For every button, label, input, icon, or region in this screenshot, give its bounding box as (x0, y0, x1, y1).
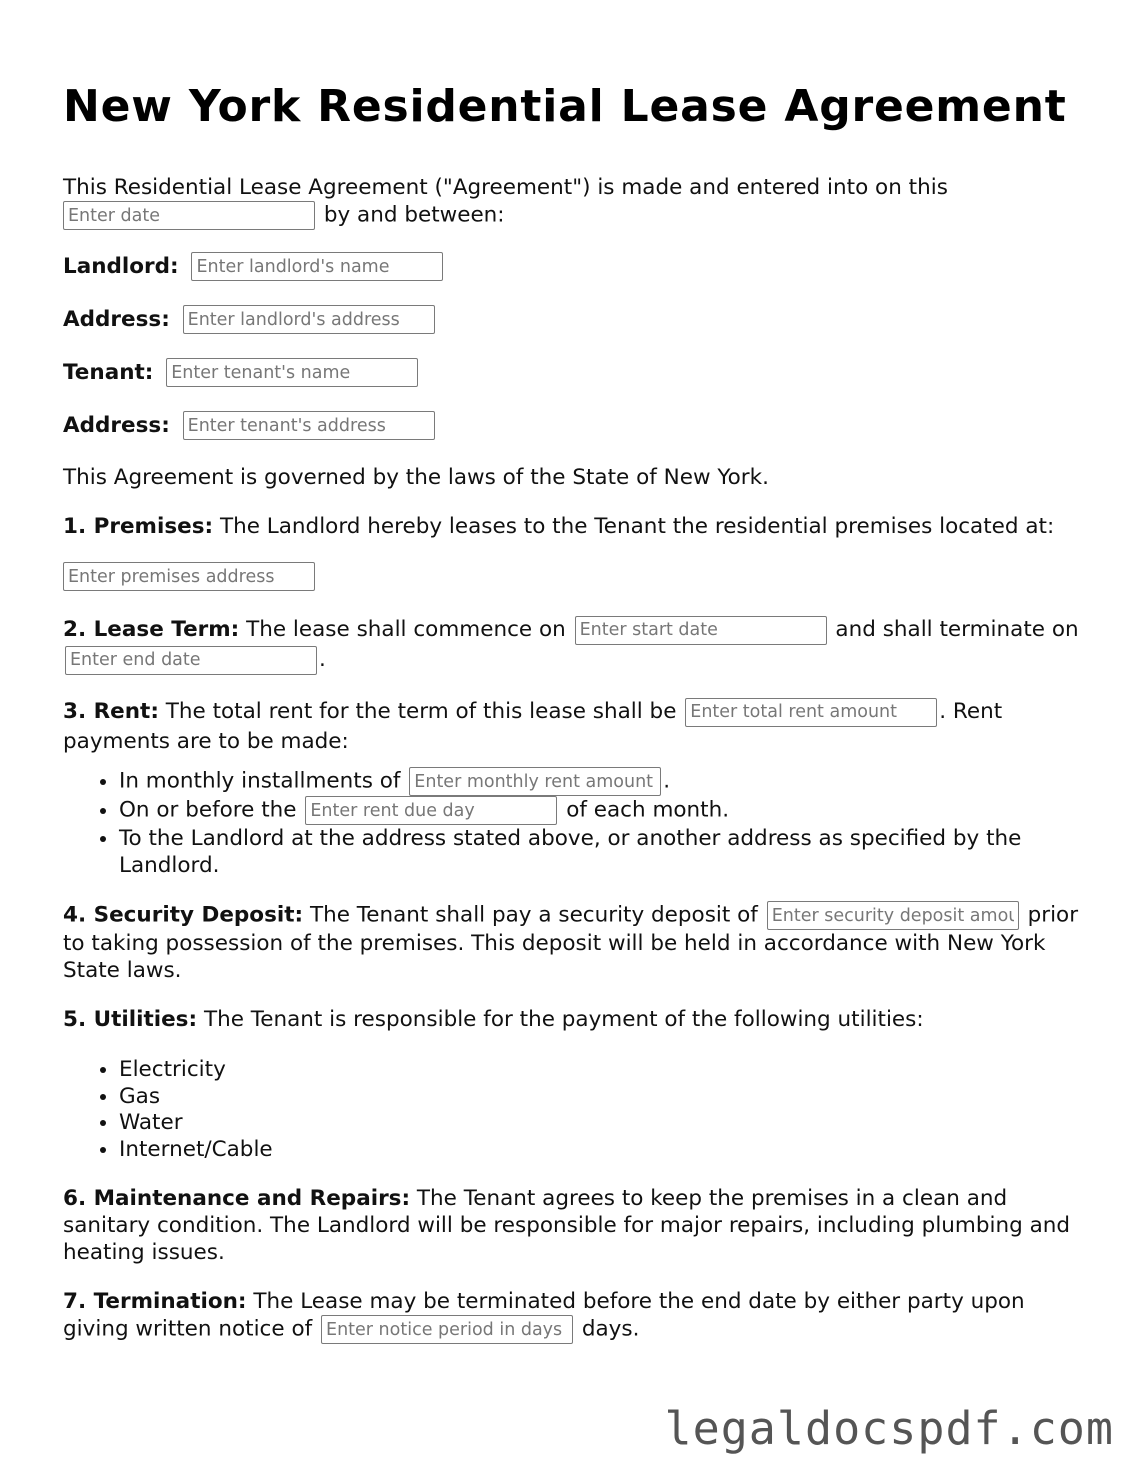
intro-paragraph (63, 174, 1088, 230)
premises-heading: 1. Premises: (63, 514, 214, 539)
tenant-name-field[interactable] (166, 358, 418, 387)
list-item: • Electricity (119, 1057, 1088, 1084)
maintenance-section (63, 1185, 1088, 1266)
landlord-address-row (63, 305, 1088, 334)
rent-bullet-1-text: In monthly installments of (119, 768, 401, 794)
rent-bullet-3-text: To the Landlord at the address stated above, or another address as specified by the Landlord. (119, 826, 1022, 878)
landlord-address-label: Address: (63, 306, 170, 332)
landlord-row (63, 252, 1088, 281)
monthly-rent-field[interactable] (409, 767, 661, 796)
lease-document (63, 78, 1088, 1344)
rent-bullet-1-after: . (663, 768, 671, 794)
governing-law-text: This Agreement is governed by the laws of the State of New York. (63, 465, 769, 490)
rent-heading: 3. Rent: (63, 699, 159, 724)
rent-bullet-2-after: of each month. (566, 797, 730, 823)
security-deposit-section (63, 901, 1088, 984)
premises-text: The Landlord hereby leases to the Tenant the residential premises located at: (219, 514, 1055, 539)
tenant-address-label: Address: (63, 412, 170, 438)
intro-text: This Residential Lease Agreement ("Agreement") is made and entered into on this (63, 175, 948, 200)
tenant-row (63, 358, 1088, 387)
lease-term-text-1: The lease shall commence on (246, 617, 566, 642)
rent-text-2: . Rent payments are to be made: (63, 699, 1003, 754)
list-item (119, 825, 1088, 879)
lease-term-text-3: . (319, 647, 326, 672)
notice-period-field[interactable] (321, 1315, 573, 1344)
landlord-address-field[interactable] (183, 305, 435, 334)
landlord-name-field[interactable] (191, 252, 443, 281)
premises-address-field[interactable] (63, 562, 315, 591)
utilities-section (63, 1006, 1088, 1033)
termination-heading: 7. Termination: (63, 1289, 247, 1314)
rent-section (63, 697, 1088, 757)
rent-due-day-field[interactable] (305, 796, 557, 825)
end-date-field[interactable] (65, 646, 317, 675)
total-rent-field[interactable] (685, 698, 937, 727)
maintenance-text: The Tenant agrees to keep the premises in a clean and sanitary condition. The Landlord will be responsible for major repairs, including plumbing and heating issues. (63, 1186, 1071, 1265)
agreement-date-field[interactable] (63, 201, 315, 230)
utilities-text: The Tenant is responsible for the payment of the following utilities: (203, 1007, 924, 1032)
lease-term-heading: 2. Lease Term: (63, 617, 240, 642)
list-item: • Gas (119, 1084, 1088, 1111)
rent-text-1: The total rent for the term of this lease shall be (165, 699, 677, 724)
security-deposit-text-2: prior to taking possession of the premises. This deposit will be held in accordance with New York State laws. (63, 902, 1079, 983)
termination-section (63, 1288, 1088, 1344)
utilities-heading: 5. Utilities: (63, 1007, 198, 1032)
rent-bullet-2-text: On or before the (119, 797, 297, 823)
list-item: • Water (119, 1110, 1088, 1137)
list-item (119, 796, 1088, 825)
security-deposit-heading: 4. Security Deposit: (63, 902, 304, 928)
start-date-field[interactable] (575, 616, 827, 645)
intro-text-after: by and between: (323, 202, 505, 228)
rent-payment-list (63, 767, 1088, 879)
premises-field-row (63, 562, 1088, 591)
landlord-label: Landlord: (63, 253, 179, 279)
tenant-address-row (63, 411, 1088, 440)
premises-section (63, 513, 1088, 540)
watermark: legaldocspdf.com (664, 1402, 1114, 1455)
termination-text-2: days. (581, 1316, 640, 1342)
tenant-address-field[interactable] (183, 411, 435, 440)
list-item (119, 767, 1088, 796)
lease-term-section (63, 615, 1088, 675)
security-deposit-field[interactable] (767, 901, 1019, 930)
maintenance-heading: 6. Maintenance and Repairs: (63, 1186, 411, 1211)
termination-text-1: The Lease may be terminated before the end date by either party upon giving written notice of (63, 1289, 1025, 1342)
tenant-label: Tenant: (63, 359, 154, 385)
page-title: New York Residential Lease Agreement (63, 81, 1067, 132)
lease-term-text-2: and shall terminate on (835, 617, 1079, 642)
utilities-list (63, 1057, 1088, 1163)
security-deposit-text-1: The Tenant shall pay a security deposit of (309, 902, 758, 928)
list-item: • Internet/Cable (119, 1137, 1088, 1164)
